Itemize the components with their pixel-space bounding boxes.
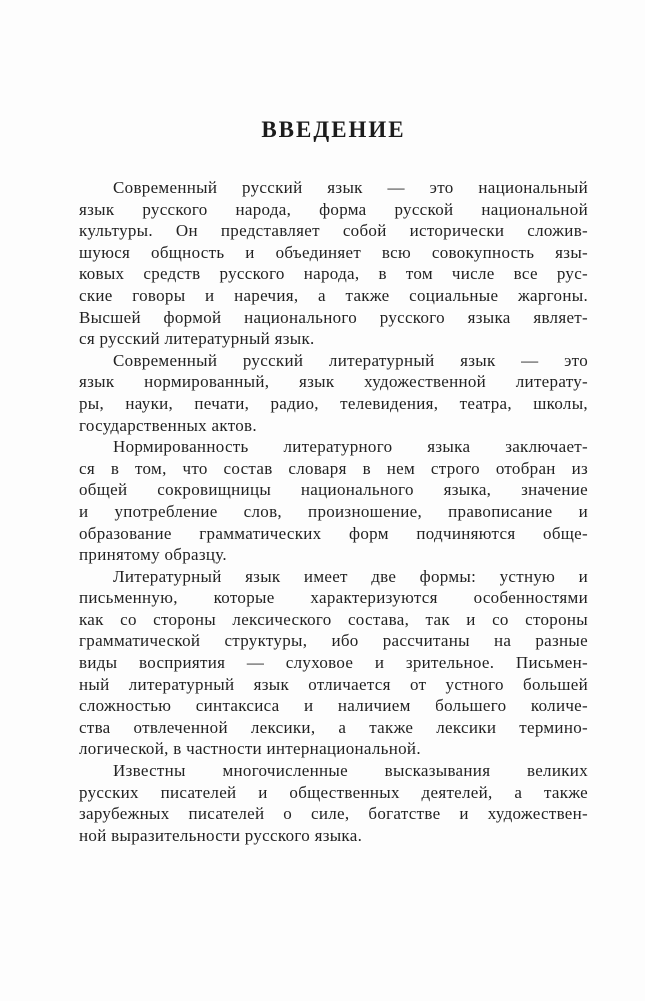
text-line: русских писателей и общественных деятелей, а также xyxy=(79,782,588,802)
text-line: письменную, которые характеризуются особенностями xyxy=(79,588,588,608)
text-line: виды восприятия — слуховое и зрительное. Письмен- xyxy=(79,653,588,673)
text-line: грамматической структуры, ибо рассчитаны на разные xyxy=(79,631,588,651)
text-line: образование грамматических форм подчиняются обще- xyxy=(79,523,588,543)
text-line: культуры. Он представляет собой исторически сложив- xyxy=(79,221,588,241)
paragraph xyxy=(79,760,588,846)
text-line: ся в том, что состав словаря в нем строго отобран из xyxy=(79,458,588,478)
paragraph xyxy=(79,566,588,760)
paragraph xyxy=(79,177,588,350)
text-line: ся русский литературный язык. xyxy=(79,329,315,349)
text-line: ный литературный язык отличается от устного большей xyxy=(79,674,588,694)
chapter-title: ВВЕДЕНИЕ xyxy=(261,117,406,142)
text-line: как со стороны лексического состава, так и со стороны xyxy=(79,609,588,629)
text-line: шуюся общность и объединяет всю совокупность язы- xyxy=(79,242,588,262)
text-line: Современный русский литературный язык — это xyxy=(113,350,588,370)
text-line: сложностью синтаксиса и наличием большего количе- xyxy=(79,696,588,716)
text-line: государственных актов. xyxy=(79,415,257,435)
text-line: язык нормированный, язык художественной литерату- xyxy=(79,372,588,392)
text-line: принятому образцу. xyxy=(79,545,227,565)
text-line: ские говоры и наречия, а также социальные жаргоны. xyxy=(79,285,588,305)
text-line: и употребление слов, произношение, правописание и xyxy=(79,501,588,521)
text-line: ства отвлеченной лексики, а также лексики термино- xyxy=(79,717,588,737)
text-line: ковых средств русского народа, в том числе все рус- xyxy=(79,264,588,284)
text-line: логической, в частности интернациональной. xyxy=(79,739,421,759)
paragraph xyxy=(79,436,588,566)
text-line: общей сокровищницы национального языка, значение xyxy=(79,480,588,500)
text-line: ной выразительности русского языка. xyxy=(79,825,363,845)
text-line: Высшей формой национального русского языка являет- xyxy=(79,307,588,327)
text-line: зарубежных писателей о силе, богатстве и художествен- xyxy=(79,804,588,824)
text-line: язык русского народа, форма русской национальной xyxy=(79,199,588,219)
text-line: Литературный язык имеет две формы: устную и xyxy=(113,566,588,586)
text-line: Современный русский язык — это национальный xyxy=(113,178,588,197)
text-line: Известны многочисленные высказывания великих xyxy=(113,761,588,781)
text-line: Нормированность литературного языка заключает- xyxy=(113,437,588,457)
text-block xyxy=(79,116,588,846)
text-line: ры, науки, печати, радио, телевидения, театра, школы, xyxy=(79,393,588,413)
paragraph xyxy=(79,350,588,436)
